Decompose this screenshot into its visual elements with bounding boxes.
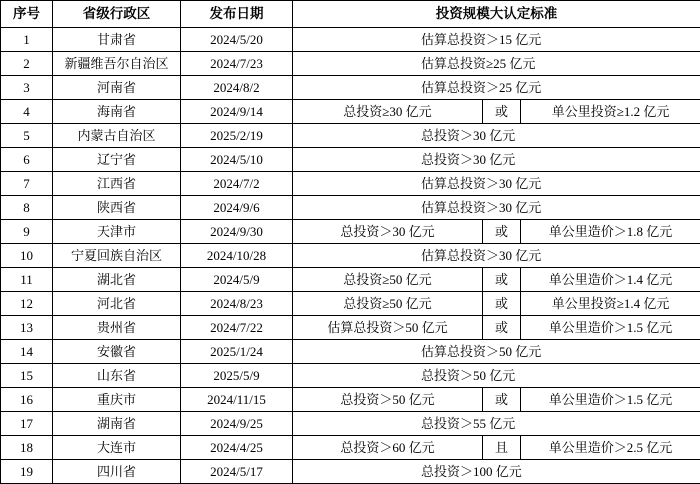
cell-standard-primary: 总投资≥30 亿元 xyxy=(293,100,483,124)
cell-province: 新疆维吾尔自治区 xyxy=(53,52,181,76)
cell-date: 2025/2/19 xyxy=(181,124,293,148)
cell-date: 2024/7/23 xyxy=(181,52,293,76)
cell-conjunction: 或 xyxy=(483,388,521,412)
cell-sequence: 11 xyxy=(1,268,53,292)
cell-sequence: 12 xyxy=(1,292,53,316)
table-row xyxy=(1,244,700,268)
cell-sequence: 6 xyxy=(1,148,53,172)
table-row xyxy=(1,220,700,244)
cell-standard-primary: 估算总投资＞30 亿元 xyxy=(293,244,700,268)
cell-province: 天津市 xyxy=(53,220,181,244)
cell-sequence: 3 xyxy=(1,76,53,100)
cell-standard-primary: 总投资＞30 亿元 xyxy=(293,220,483,244)
cell-date: 2024/11/15 xyxy=(181,388,293,412)
cell-date: 2024/8/2 xyxy=(181,76,293,100)
cell-standard-primary: 估算总投资＞15 亿元 xyxy=(293,28,700,52)
cell-date: 2024/5/20 xyxy=(181,28,293,52)
table-row xyxy=(1,268,700,292)
cell-standard-primary: 估算总投资＞30 亿元 xyxy=(293,172,700,196)
cell-date: 2024/4/25 xyxy=(181,436,293,460)
cell-sequence: 19 xyxy=(1,460,53,484)
column-header-date: 发布日期 xyxy=(181,1,293,28)
cell-sequence: 5 xyxy=(1,124,53,148)
cell-standard-primary: 总投资≥50 亿元 xyxy=(293,268,483,292)
cell-province: 安徽省 xyxy=(53,340,181,364)
cell-standard-primary: 总投资＞50 亿元 xyxy=(293,388,483,412)
table-row xyxy=(1,100,700,124)
cell-standard-primary: 估算总投资＞25 亿元 xyxy=(293,76,700,100)
table-row xyxy=(1,436,700,460)
cell-date: 2024/7/2 xyxy=(181,172,293,196)
cell-standard-secondary: 单公里投资≥1.4 亿元 xyxy=(521,292,700,316)
cell-standard-primary: 估算总投资＞30 亿元 xyxy=(293,196,700,220)
cell-standard-primary: 估算总投资≥25 亿元 xyxy=(293,52,700,76)
table-row xyxy=(1,364,700,388)
cell-province: 宁夏回族自治区 xyxy=(53,244,181,268)
cell-province: 山东省 xyxy=(53,364,181,388)
table-row xyxy=(1,28,700,52)
cell-standard-secondary: 单公里造价＞2.5 亿元 xyxy=(521,436,700,460)
cell-standard-primary: 估算总投资＞50 亿元 xyxy=(293,340,700,364)
cell-province: 湖北省 xyxy=(53,268,181,292)
cell-date: 2024/9/30 xyxy=(181,220,293,244)
cell-date: 2024/5/10 xyxy=(181,148,293,172)
table-row xyxy=(1,148,700,172)
cell-sequence: 17 xyxy=(1,412,53,436)
cell-province: 江西省 xyxy=(53,172,181,196)
cell-sequence: 8 xyxy=(1,196,53,220)
cell-standard-primary: 总投资＞100 亿元 xyxy=(293,460,700,484)
cell-province: 四川省 xyxy=(53,460,181,484)
cell-conjunction: 或 xyxy=(483,100,521,124)
cell-sequence: 1 xyxy=(1,28,53,52)
table-row xyxy=(1,412,700,436)
cell-province: 河南省 xyxy=(53,76,181,100)
table-row xyxy=(1,292,700,316)
cell-date: 2024/8/23 xyxy=(181,292,293,316)
cell-date: 2025/1/24 xyxy=(181,340,293,364)
cell-standard-secondary: 单公里造价＞1.4 亿元 xyxy=(521,268,700,292)
cell-standard-primary: 总投资＞30 亿元 xyxy=(293,148,700,172)
cell-standard-primary: 估算总投资＞50 亿元 xyxy=(293,316,483,340)
table-row xyxy=(1,316,700,340)
cell-province: 河北省 xyxy=(53,292,181,316)
cell-sequence: 16 xyxy=(1,388,53,412)
cell-standard-secondary: 单公里投资≥1.2 亿元 xyxy=(521,100,700,124)
cell-standard-primary: 总投资≥50 亿元 xyxy=(293,292,483,316)
cell-province: 陕西省 xyxy=(53,196,181,220)
cell-date: 2024/9/14 xyxy=(181,100,293,124)
cell-sequence: 10 xyxy=(1,244,53,268)
cell-standard-secondary: 单公里造价＞1.8 亿元 xyxy=(521,220,700,244)
cell-conjunction: 或 xyxy=(483,220,521,244)
table-row xyxy=(1,52,700,76)
table-row xyxy=(1,124,700,148)
table-body xyxy=(1,28,700,484)
cell-conjunction: 且 xyxy=(483,436,521,460)
cell-province: 辽宁省 xyxy=(53,148,181,172)
column-header-seq: 序号 xyxy=(1,1,53,28)
cell-conjunction: 或 xyxy=(483,268,521,292)
cell-date: 2024/9/25 xyxy=(181,412,293,436)
table-row xyxy=(1,196,700,220)
cell-sequence: 14 xyxy=(1,340,53,364)
cell-province: 甘肃省 xyxy=(53,28,181,52)
cell-standard-primary: 总投资＞55 亿元 xyxy=(293,412,700,436)
table-row xyxy=(1,172,700,196)
column-header-province: 省级行政区 xyxy=(53,1,181,28)
cell-sequence: 18 xyxy=(1,436,53,460)
cell-standard-primary: 总投资＞60 亿元 xyxy=(293,436,483,460)
cell-province: 海南省 xyxy=(53,100,181,124)
cell-standard-secondary: 单公里造价＞1.5 亿元 xyxy=(521,388,700,412)
cell-sequence: 4 xyxy=(1,100,53,124)
cell-date: 2024/10/28 xyxy=(181,244,293,268)
cell-province: 内蒙古自治区 xyxy=(53,124,181,148)
cell-date: 2025/5/9 xyxy=(181,364,293,388)
cell-conjunction: 或 xyxy=(483,316,521,340)
table-row xyxy=(1,76,700,100)
cell-province: 大连市 xyxy=(53,436,181,460)
cell-province: 重庆市 xyxy=(53,388,181,412)
cell-sequence: 2 xyxy=(1,52,53,76)
table-row xyxy=(1,388,700,412)
cell-sequence: 13 xyxy=(1,316,53,340)
table-row xyxy=(1,340,700,364)
cell-standard-primary: 总投资＞50 亿元 xyxy=(293,364,700,388)
cell-province: 湖南省 xyxy=(53,412,181,436)
cell-conjunction: 或 xyxy=(483,292,521,316)
cell-date: 2024/5/9 xyxy=(181,268,293,292)
cell-date: 2024/5/17 xyxy=(181,460,293,484)
cell-date: 2024/9/6 xyxy=(181,196,293,220)
cell-sequence: 9 xyxy=(1,220,53,244)
cell-date: 2024/7/22 xyxy=(181,316,293,340)
table-header xyxy=(1,1,700,28)
column-header-standard: 投资规模大认定标准 xyxy=(293,1,700,28)
table-header-row xyxy=(1,1,700,28)
cell-province: 贵州省 xyxy=(53,316,181,340)
cell-standard-secondary: 单公里造价＞1.5 亿元 xyxy=(521,316,700,340)
cell-sequence: 7 xyxy=(1,172,53,196)
cell-sequence: 15 xyxy=(1,364,53,388)
cell-standard-primary: 总投资＞30 亿元 xyxy=(293,124,700,148)
